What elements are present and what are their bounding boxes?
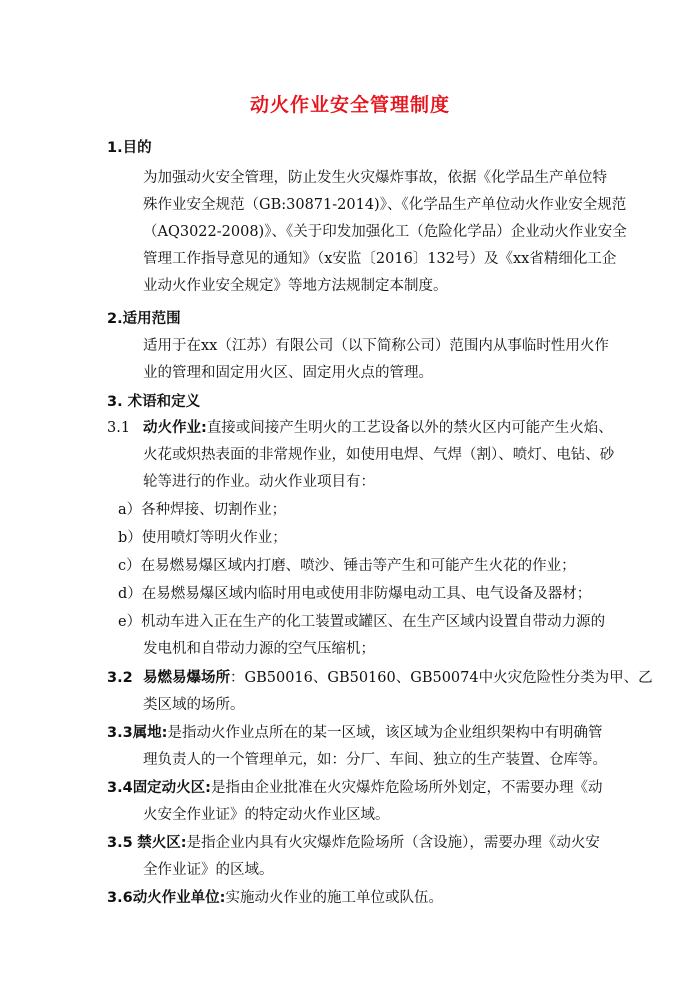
definition-term: 动火作业: bbox=[143, 420, 207, 436]
definition-line: 3.3属地:是指动火作业点所在的某一区域，该区域为企业组织架构中有明确管 bbox=[107, 725, 603, 741]
definition-line: 理负责人的一个管理单元，如：分厂、车间、独立的生产装置、仓库等。 bbox=[143, 752, 607, 768]
definition-line: 动火作业:直接或间接产生明火的工艺设备以外的禁火区内可能产生火焰、 bbox=[143, 420, 613, 436]
section-heading-definitions: 3. 术语和定义 bbox=[107, 394, 201, 410]
list-item: c）在易燃易爆区域内打磨、喷沙、锤击等产生和可能产生火花的作业； bbox=[118, 558, 576, 574]
paragraph-line: 为加强动火安全管理，防止发生火灾爆炸事故，依据《化学品生产单位特 bbox=[143, 170, 607, 186]
definition-number: 3.4 bbox=[107, 780, 133, 796]
paragraph-line: 业动火作业安全规定》等地方法规制定本制度。 bbox=[143, 278, 448, 294]
list-item-continuation: 发电机和自带动力源的空气压缩机； bbox=[143, 641, 375, 657]
definition-line: 轮等进行的作业。动火作业项目有： bbox=[143, 474, 375, 490]
list-item: e）机动车进入正在生产的化工装置或罐区、在生产区域内设置自带动力源的 bbox=[118, 614, 606, 630]
definition-line: 类区域的场所。 bbox=[143, 697, 245, 713]
paragraph-line: 适用于在xx（江苏）有限公司（以下简称公司）范围内从事临时性用火作 bbox=[143, 338, 609, 354]
definition-number: 3.3 bbox=[107, 725, 133, 741]
document-title: 动火作业安全管理制度 bbox=[249, 94, 450, 116]
definition-term: 易燃易爆场所 bbox=[143, 670, 230, 686]
definition-line: 易燃易爆场所：GB50016、GB50160、GB50074中火灾危险性分类为甲、乙 bbox=[143, 670, 653, 686]
paragraph-line: 管理工作指导意见的通知》（x安监〔2016〕132号）及《xx省精细化工企 bbox=[143, 251, 617, 267]
list-item: b）使用喷灯等明火作业； bbox=[118, 530, 287, 546]
definition-line: 3.5 禁火区:是指企业内具有火灾爆炸危险场所（含设施），需要办理《动火安 bbox=[107, 835, 600, 851]
paragraph-line: 业的管理和固定用火区、固定用火点的管理。 bbox=[143, 365, 433, 381]
definition-term: 属地: bbox=[132, 725, 168, 741]
definition-number: 3.6 bbox=[107, 890, 133, 906]
definition-line: 3.4固定动火区:是指由企业批准在火灾爆炸危险场所外划定，不需要办理《动 bbox=[107, 780, 603, 796]
list-item: d）在易燃易爆区域内临时用电或使用非防爆电动工具、电气设备及器材； bbox=[118, 586, 592, 602]
definition-line: 火安全作业证》的特定动火作业区域。 bbox=[143, 807, 390, 823]
paragraph-line: （AQ3022-2008)》、《关于印发加强化工（危险化学品）企业动火作业安全 bbox=[143, 224, 627, 240]
definition-number: 3.2 bbox=[107, 670, 133, 686]
section-heading-purpose: 1.目的 bbox=[107, 140, 152, 156]
definition-term: 固定动火区: bbox=[132, 780, 211, 796]
definition-number: 3.5 bbox=[107, 835, 133, 851]
section-heading-scope: 2.适用范围 bbox=[107, 311, 181, 327]
definition-number: 3.1 bbox=[107, 420, 131, 436]
list-item: a）各种焊接、切割作业； bbox=[118, 502, 287, 518]
definition-line: 3.6动火作业单位:实施动火作业的施工单位或队伍。 bbox=[107, 890, 443, 906]
paragraph-line: 殊作业安全规范（GB:30871-2014)》、《化学品生产单位动火作业安全规范 bbox=[143, 197, 627, 213]
definition-term: 禁火区: bbox=[137, 835, 187, 851]
definition-line: 全作业证》的区域。 bbox=[143, 862, 274, 878]
definition-line: 火花或炽热表面的非常规作业，如使用电焊、气焊（割）、喷灯、电钻、砂 bbox=[143, 447, 615, 463]
definition-term: 动火作业单位: bbox=[132, 890, 226, 906]
